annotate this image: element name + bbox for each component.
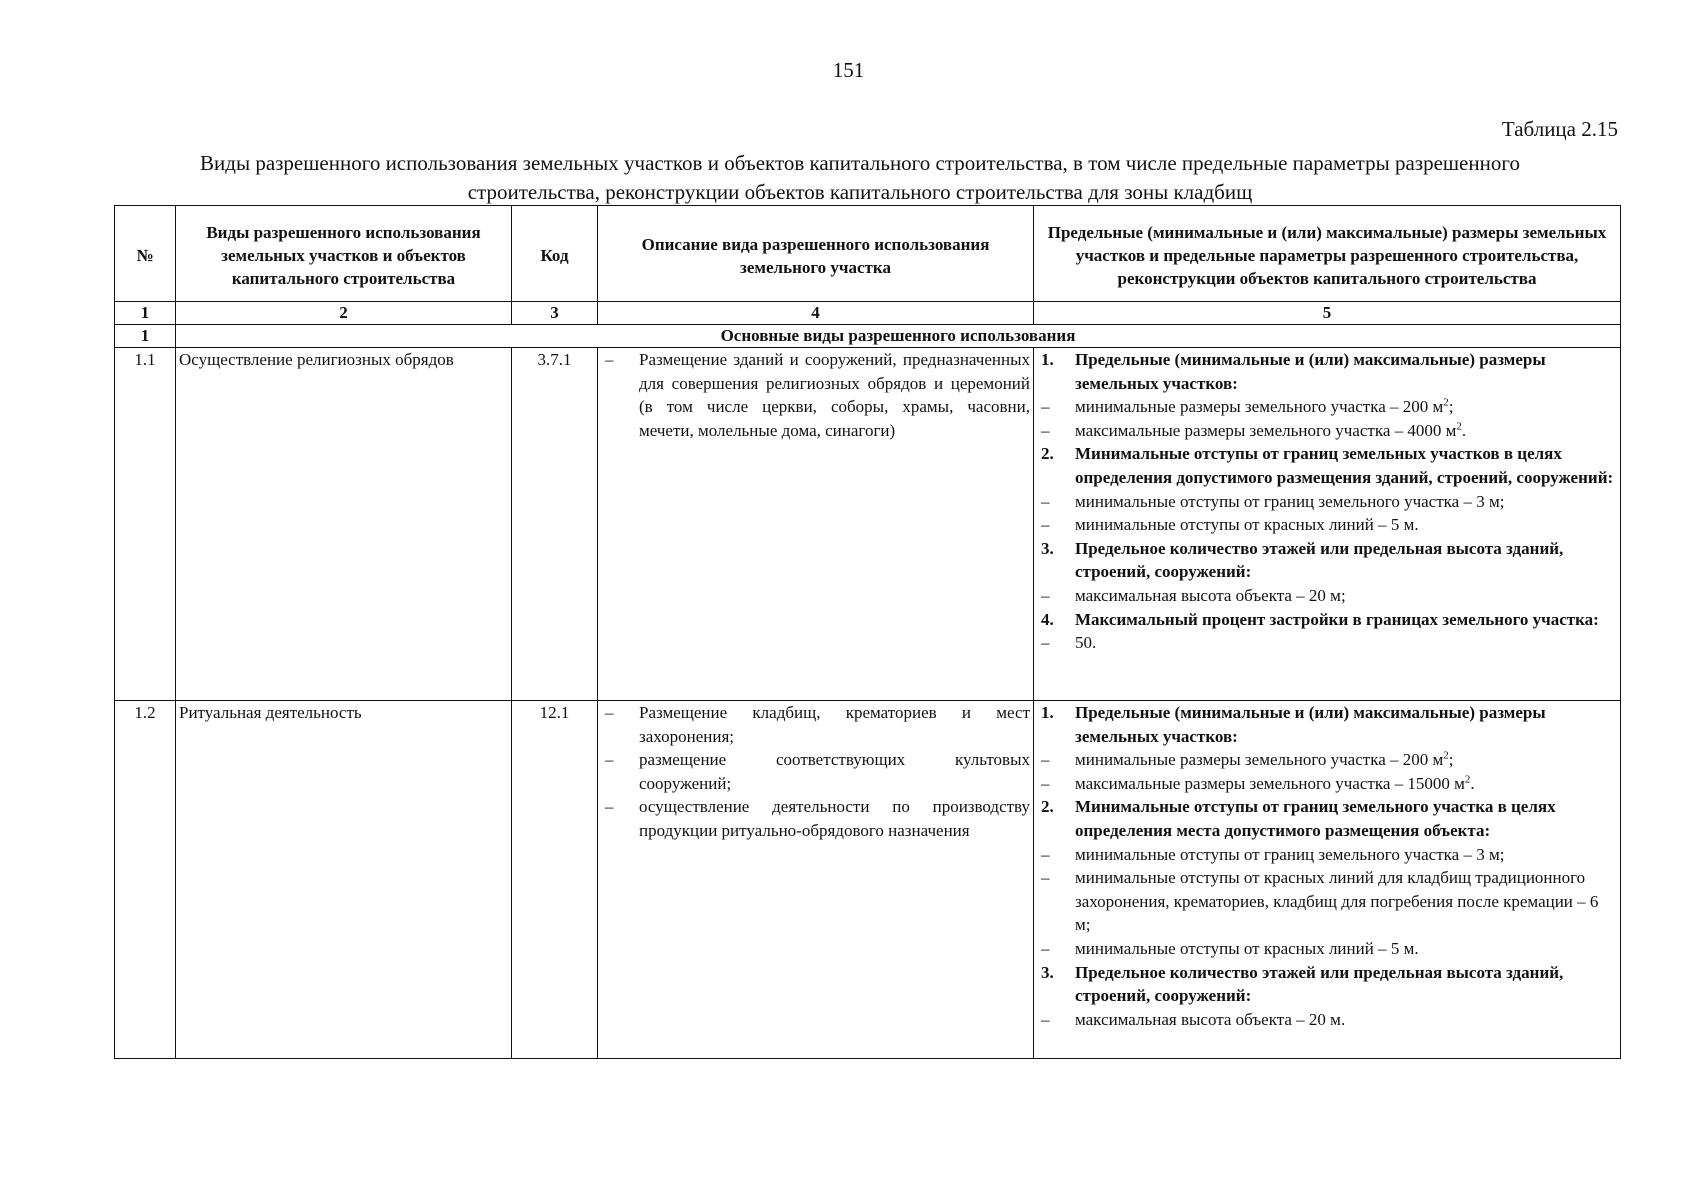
description-text: размещение соответствующих культовых сооружений; [639,750,1030,793]
parameter-heading [1037,795,1617,842]
header-parameters: Предельные (минимальные и (или) максимальные) размеры земельных участков и предельные параметры разрешенного строительства, реконструкции объектов капитального строительства [1034,206,1621,302]
dash-marker: – [1041,773,1050,793]
use-code: 12.1 [512,701,598,1059]
section-number: 1 [115,325,176,348]
description-item [601,748,1030,795]
parameter-value [1037,843,1617,867]
parameter-number: 1. [1041,350,1054,369]
description-cell [598,348,1034,701]
parameter-title: Предельные (минимальные и (или) максимальные) размеры земельных участков: [1075,350,1546,393]
parameter-value [1037,584,1617,608]
parameter-number: 2. [1041,444,1054,464]
dash-marker: – [605,703,614,722]
description-item [601,348,1030,442]
parameter-value-text: максимальная высота объекта – 20 м; [1075,585,1346,605]
parameter-title: Минимальные отступы от границ земельных участков в целях определения допустимого размещения зданий, строений, сооружений: [1075,444,1614,487]
dash-marker: – [1041,938,1050,958]
section-title: Основные виды разрешенного использования [176,325,1621,348]
column-number: 1 [115,302,176,325]
parameter-value-text: минимальные отступы от границ земельного участка – 3 м; [1075,844,1505,864]
parameter-title: Предельное количество этажей или предельная высота зданий, строений, сооружений: [1075,962,1564,1006]
parameter-value [1037,513,1617,537]
parameter-heading [1037,701,1617,748]
parameter-value-text: минимальные размеры земельного участка – 200 $м^2$; [1075,749,1454,770]
parameter-heading [1037,348,1617,395]
dash-marker: – [1041,633,1050,653]
dash-marker: – [605,350,614,369]
parameter-value-text: минимальные отступы от красных линий для кладбищ традиционного захоронения, крематориев, кладбищ для погребения после кремации – 6 м; [1075,868,1599,935]
description-text: Размещение кладбищ, крематориев и мест захоронения; [639,703,1030,746]
description-text: Размещение зданий и сооружений, предназначенных для совершения религиозных обрядов и церемоний (в том числе церкви, соборы, храмы, часовни, мечети, молельные дома, синагоги) [639,350,1030,440]
description-item [601,795,1030,842]
use-code: 3.7.1 [512,348,598,701]
parameter-heading [1037,608,1617,632]
description-cell [598,701,1034,1059]
page-number: 151 [832,58,865,82]
parameter-value-text: 50. [1075,633,1097,653]
parameters-cell [1034,701,1621,1059]
use-type-name: Осуществление религиозных обрядов [176,348,512,701]
use-type-name: Ритуальная деятельность [176,701,512,1059]
parameter-value-text: минимальные отступы от границ земельного участка – 3 м; [1075,491,1505,511]
dash-marker: – [1041,844,1050,864]
parameter-title: Предельное количество этажей или предельная высота зданий, строений, сооружений: [1075,538,1564,582]
table-title: Виды разрешенного использования земельных участков и объектов капитального строительства, в том числе предельные параметры разрешенного строительства, реконструкции объектов капитального строительства для зоны кладбищ [200,151,1520,204]
table-label: Таблица 2.15 [1501,117,1618,141]
dash-marker: – [1041,1009,1050,1029]
parameter-value-text: минимальные отступы от красных линий – 5 м. [1075,938,1419,958]
dash-marker: – [605,797,614,817]
parameter-number: 3. [1041,538,1054,558]
column-number: 2 [176,302,512,325]
parameter-number: 2. [1041,797,1054,817]
parameter-value-text: максимальные размеры земельного участка – 4000 $м^2$. [1075,420,1467,440]
parameter-title: Максимальный процент застройки в границах земельного участка: [1075,609,1599,629]
permitted-use-table [114,205,1621,1059]
parameter-heading [1037,442,1617,489]
header-row [115,206,1621,302]
parameter-value [1037,1008,1617,1032]
parameter-value [1037,866,1617,937]
parameter-number: 1. [1041,703,1054,722]
parameters-cell [1034,348,1621,701]
parameter-value-text: максимальная высота объекта – 20 м. [1075,1009,1346,1029]
column-number: 4 [598,302,1034,325]
description-item [601,701,1030,748]
row-number: 1.2 [115,701,176,1059]
parameter-number: 4. [1041,609,1054,629]
dash-marker: – [1041,515,1050,535]
header-code: Код [512,206,598,302]
parameter-heading [1037,961,1617,1008]
dash-marker: – [1041,868,1050,888]
header-use-type: Виды разрешенного использования земельных участков и объектов капитального строительства [176,206,512,302]
parameter-title: Минимальные отступы от границ земельного участка в целях определения места допустимого размещения объекта: [1075,797,1556,840]
dash-marker: – [1041,750,1050,770]
parameter-heading [1037,537,1617,584]
parameter-value [1037,395,1617,419]
parameter-value-text: минимальные размеры земельного участка – 200 $м^2$; [1075,396,1454,417]
column-number: 3 [512,302,598,325]
parameter-value-text: минимальные отступы от красных линий – 5 м. [1075,515,1419,535]
parameter-value [1037,631,1617,655]
dash-marker: – [1041,491,1050,511]
dash-marker: – [1041,420,1050,440]
parameter-value [1037,490,1617,514]
description-text: осуществление деятельности по производству продукции ритуально-обрядового назначения [639,797,1030,840]
parameter-value [1037,937,1617,961]
column-number: 5 [1034,302,1621,325]
dash-marker: – [605,750,614,770]
column-number-row [115,302,1621,325]
parameter-title: Предельные (минимальные и (или) максимальные) размеры земельных участков: [1075,703,1546,746]
row-number: 1.1 [115,348,176,701]
dash-marker: – [1041,397,1050,417]
table-row [115,701,1621,1059]
section-row [115,325,1621,348]
parameter-value [1037,419,1617,443]
header-number: № [115,206,176,302]
parameter-value-text: максимальные размеры земельного участка – 15000 $м^2$. [1075,773,1475,793]
header-description: Описание вида разрешенного использования земельного участка [598,206,1034,302]
parameter-number: 3. [1041,962,1054,982]
parameter-value [1037,772,1617,796]
parameter-value [1037,748,1617,772]
table-row [115,348,1621,701]
dash-marker: – [1041,585,1050,605]
